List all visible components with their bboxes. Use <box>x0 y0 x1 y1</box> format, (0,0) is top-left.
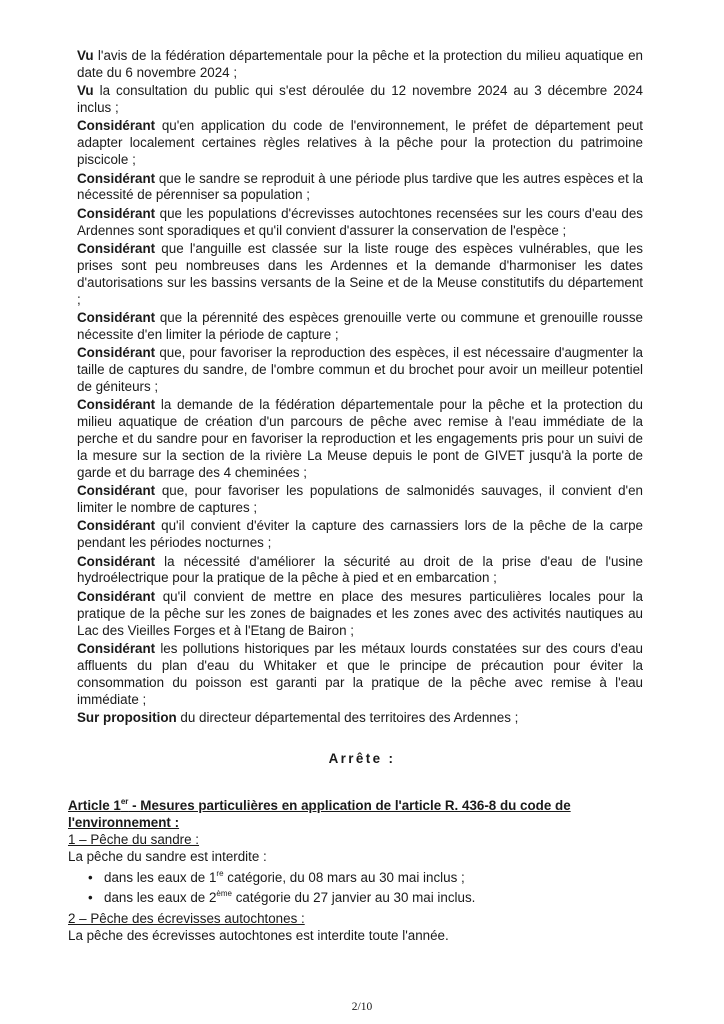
preamble-lead: Considérant <box>77 553 156 569</box>
preamble-text: qu'il convient d'éviter la capture des carnassiers lors de la pêche de la carpe pendant les périodes nocturnes ; <box>77 518 643 551</box>
bullet-icon: • <box>88 890 93 905</box>
preamble-text: qu'il convient de mettre en place des mesures particulières locales pour la pratique de la pêche sur les zones de baignades et les zones avec des activités nautiques au Lac des Vieilles Forges et à l'Etang de Bairon ; <box>77 588 643 638</box>
article-title-sup: er <box>120 796 129 806</box>
preamble-paragraph <box>77 310 643 344</box>
list-item <box>88 889 643 906</box>
preamble-lead: Considérant <box>77 309 156 325</box>
section-heading-sandre: 1 – Pêche du sandre : <box>68 832 200 847</box>
preamble-text: que, pour favoriser la reproduction des espèces, il est nécessaire d'augmenter la taille de captures du sandre, de l'ombre commun et du brochet pour avoir un meilleur potentiel de géniteurs ; <box>77 345 643 394</box>
bullet-icon: • <box>88 870 93 885</box>
preamble-paragraph <box>77 641 643 709</box>
preamble-text: qu'en application du code de l'environnement, le préfet de département peut adapter localement certaines règles relatives à la pêche pour la protection du patrimoine piscicole ; <box>77 118 643 168</box>
preamble-lead: Vu <box>77 48 94 63</box>
preamble-lead: Considérant <box>77 640 156 656</box>
preamble-lead: Considérant <box>77 118 156 134</box>
preamble-text: la demande de la fédération départementale pour la pêche et la protection du milieu aquatique de création d'un parcours de pêche avec remise à l'eau immédiate de la perche et du sandre pour en favoriser la reproduction et les engagements pris pour un suivi de la mesure sur la section de la rivière La Meuse depuis le pont de GIVET jusqu'à la porte de garde et du barrage des 4 cheminées ; <box>77 397 643 480</box>
section-heading-ecrevisses: 2 – Pêche des écrevisses autochtones : <box>68 911 305 926</box>
arrete-heading: Arrête : <box>328 751 396 766</box>
preamble-paragraph <box>77 118 643 169</box>
preamble-text: la consultation du public qui s'est déroulée du 12 novembre 2024 au 3 décembre 2024 inclus ; <box>77 83 643 116</box>
preamble-paragraph <box>77 345 643 396</box>
preamble-lead: Considérant <box>77 205 156 221</box>
preamble-paragraph <box>77 483 643 517</box>
preamble-text: que le sandre se reproduit à une période plus tardive que les autres espèces et la nécessité de pérenniser sa population ; <box>77 170 643 203</box>
section-intro-sandre: La pêche du sandre est interdite : <box>68 849 267 864</box>
preamble-paragraph <box>77 241 643 309</box>
sandre-list <box>68 869 643 906</box>
page-number: 2/10 <box>351 1001 373 1013</box>
preamble-section <box>77 48 643 728</box>
list-item-after: catégorie, du 08 mars au 30 mai inclus ; <box>223 870 465 885</box>
article-title-line2: l'environnement : <box>68 815 180 830</box>
preamble-lead: Considérant <box>77 483 156 499</box>
preamble-text: la nécessité d'améliorer la sécurité au droit de la prise d'eau de l'usine hydroélectrique pour la pratique de la pêche à pied et en embarcation ; <box>77 553 643 586</box>
preamble-paragraph <box>77 206 643 240</box>
preamble-lead: Considérant <box>77 170 156 186</box>
preamble-paragraph <box>77 397 643 482</box>
section-text-ecrevisses: La pêche des écrevisses autochtones est interdite toute l'année. <box>68 928 449 943</box>
article-title-end: - Mesures particulières en application de l'article R. 436-8 du code de <box>128 798 571 813</box>
preamble-text: que la pérennité des espèces grenouille verte ou commune et grenouille rousse nécessite d'en limiter la période de capture ; <box>77 309 643 342</box>
list-item-sup: re <box>216 868 224 878</box>
preamble-text: que l'anguille est classée sur la liste rouge des espèces vulnérables, que les prises sont peu nombreuses dans les Ardennes et la demande d'harmoniser les dates d'autorisations sur les bassins versants de la Seine et de la Meuse constitutifs du département ; <box>77 240 643 307</box>
article-title <box>68 797 643 831</box>
preamble-lead: Vu <box>77 83 94 99</box>
preamble-text: l'avis de la fédération départementale pour la pêche et la protection du milieu aquatique en date du 6 novembre 2024 ; <box>77 48 643 80</box>
preamble-lead: Considérant <box>77 240 156 256</box>
preamble-paragraph <box>77 48 643 82</box>
preamble-text: les pollutions historiques par les métaux lourds constatées sur des cours d'eau affluents du plan d'eau du Whitaker et que le principe de précaution pour éviter la consommation du poisson est garanti par la pratique de la pêche avec remise à l'eau immédiate ; <box>77 640 643 707</box>
preamble-lead: Considérant <box>77 518 156 534</box>
preamble-paragraph <box>77 171 643 205</box>
article-1 <box>68 797 643 944</box>
preamble-lead: Considérant <box>77 397 156 413</box>
preamble-paragraph <box>77 83 643 117</box>
preamble-lead: Sur proposition <box>77 709 177 725</box>
list-item-before: dans les eaux de 1 <box>104 870 217 885</box>
preamble-lead: Considérant <box>77 588 156 604</box>
article-title-start: Article 1 <box>68 798 121 813</box>
preamble-paragraph <box>77 518 643 552</box>
preamble-text: que, pour favoriser les populations de salmonidés sauvages, il convient d'en limiter le nombre de captures ; <box>77 483 643 516</box>
list-item <box>88 869 643 886</box>
list-item-before: dans les eaux de 2 <box>104 890 217 905</box>
list-item-after: catégorie du 27 janvier au 30 mai inclus. <box>231 890 476 905</box>
preamble-text: du directeur départemental des territoires des Ardennes ; <box>176 709 519 725</box>
preamble-lead: Considérant <box>77 345 156 361</box>
preamble-text: que les populations d'écrevisses autochtones recensées sur les cours d'eau des Ardennes sont sporadiques et qu'il convient d'assurer la conservation de l'espèce ; <box>77 205 643 238</box>
preamble-paragraph <box>77 589 643 640</box>
preamble-paragraph <box>77 554 643 588</box>
preamble-paragraph <box>77 710 643 727</box>
list-item-sup: ème <box>216 888 232 898</box>
